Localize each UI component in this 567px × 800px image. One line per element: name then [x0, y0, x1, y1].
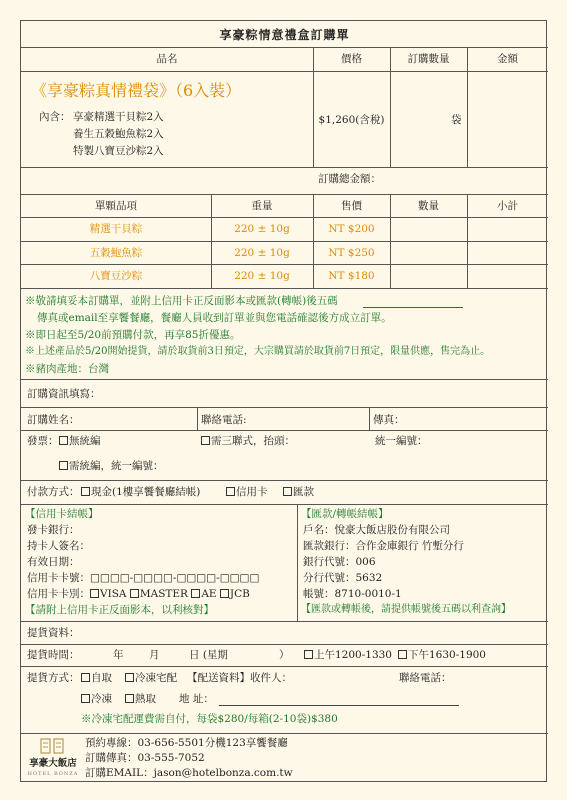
pickup-hot-label: 熱取: [135, 693, 156, 705]
fax-label[interactable]: 傳真：: [373, 414, 405, 426]
logo-name: 享豪大飯店: [29, 758, 77, 769]
header-amount: 金額: [497, 53, 518, 65]
address-label[interactable]: 地 址：: [179, 693, 214, 705]
logo-emblem-icon: [27, 737, 79, 757]
invoice-option-label: 需三聯式，抬頭：: [211, 435, 295, 447]
pickup-am[interactable]: [304, 649, 392, 662]
single-item-weight: 220 ± 10g: [234, 270, 290, 282]
credit-bank[interactable]: 發卡銀行：: [27, 524, 80, 536]
pickup-frozen-label: 冷凍: [91, 693, 112, 705]
transfer-account-no: 帳號：8710-0010-1: [303, 588, 402, 600]
note-line: ※豬肉產地：台灣: [25, 363, 109, 375]
logo-sub: HOTEL BONZA: [27, 771, 79, 777]
card-type-ae: AE: [201, 588, 217, 600]
footer-fax: 訂購傳真：03-555-7052: [85, 752, 205, 764]
address-line[interactable]: [219, 705, 459, 706]
checkbox[interactable]: [81, 694, 90, 703]
single-header-weight: 重量: [251, 200, 273, 212]
checkbox[interactable]: [125, 694, 134, 703]
note-line: ※敬請填妥本訂購單，並附上信用卡正反面影本或匯款(轉帳)後五碼: [25, 295, 338, 307]
single-item-price: NT $180: [328, 270, 375, 282]
single-item-name: 五穀鮑魚粽: [89, 247, 143, 259]
invoice-option-label: 需統編，統一編號：: [69, 460, 164, 472]
header-price: 價格: [341, 53, 362, 65]
checkbox[interactable]: [304, 650, 313, 659]
pickup-pm[interactable]: [398, 649, 486, 662]
pickup-self-label: 自取: [91, 672, 112, 684]
pay-option-label: 信用卡: [236, 486, 268, 498]
single-header-item: 單顆品項: [95, 200, 137, 212]
transfer-branch-code: 分行代號：5632: [303, 572, 383, 584]
pickup-cold-label: 冷凍宅配: [135, 672, 177, 684]
transfer-account-name: 戶名：悅豪大飯店股份有限公司: [303, 524, 450, 536]
shipping-note: ※冷凍宅配運費需自付，每袋$280/每箱(2-10袋)$380: [81, 713, 338, 725]
checkbox[interactable]: [283, 487, 292, 496]
card-type-master: MASTER: [139, 588, 188, 600]
checkbox[interactable]: [59, 436, 68, 445]
header-qty: 訂購數量: [407, 53, 450, 65]
single-item-weight: 220 ± 10g: [234, 223, 290, 235]
note-line: ※即日起至5/20前預購付款，再享85折優惠。: [25, 329, 241, 341]
pickup-hot[interactable]: [125, 693, 156, 706]
product-price: $1,260(含稅): [318, 114, 385, 126]
payment-label: 付款方式：: [27, 486, 80, 498]
transfer-title: 【匯款/轉帳結帳】: [301, 508, 389, 520]
footer-email[interactable]: 訂購EMAIL：jason@hotelbonza.com.tw: [85, 767, 293, 779]
pickup-info-label: 提貨資料：: [27, 627, 80, 639]
card-type-jcb: JCB: [229, 588, 250, 600]
footer-reserve: 預約專線：03-656-5501分機123享饗餐廳: [85, 737, 288, 749]
form-title: 享豪粽情意禮盒訂購單: [219, 28, 350, 42]
checkbox[interactable]: [226, 487, 235, 496]
delivery-label[interactable]: 【配送資料】收件人：: [187, 672, 292, 684]
credit-holder[interactable]: 持卡人簽名：: [27, 540, 90, 552]
credit-title: 【信用卡結帳】: [25, 508, 99, 520]
order-form: [20, 20, 547, 782]
credit-number-label: 信用卡卡號：: [27, 572, 90, 584]
transfer-bank: 匯款銀行：合作金庫銀行 竹塹分行: [303, 540, 464, 552]
transfer-bank-code: 銀行代號：006: [303, 556, 376, 568]
credit-note: 【請附上信用卡正反面影本，以利核對】: [25, 604, 214, 616]
tax-id-label[interactable]: 統一編號：: [375, 435, 428, 447]
checkbox[interactable]: [191, 589, 200, 598]
product-unit: 袋: [451, 114, 462, 126]
pickup-method-label: 提貨方式：: [27, 672, 80, 684]
header-name: 品名: [156, 53, 178, 65]
single-item-price: NT $200: [328, 223, 375, 235]
product-name: 《享豪粽真情禮袋》（6入裝）: [31, 81, 242, 100]
single-header-price: 售價: [341, 200, 362, 212]
invoice-option-label: 無統編: [69, 435, 101, 447]
pickup-pm-label: 下午1630-1900: [408, 649, 486, 661]
note-line: 傳真或email至享饗餐廳，餐廳人員收到訂單並與您電話確認後方成立訂單。: [37, 312, 392, 324]
order-name-label[interactable]: 訂購姓名：: [27, 414, 80, 426]
invoice-option-taxid[interactable]: [59, 460, 164, 473]
pay-option-transfer[interactable]: [283, 486, 314, 499]
hotel-logo: [27, 737, 79, 781]
pickup-time-label: 提貨時間：: [27, 649, 80, 661]
checkbox[interactable]: [59, 461, 68, 470]
credit-type: [27, 588, 250, 601]
contents-item: 享豪精選干貝粽2入: [73, 111, 164, 123]
single-item-weight: 220 ± 10g: [234, 247, 290, 259]
single-header-subtotal: 小計: [497, 200, 518, 212]
order-info-label: 訂購資訊填寫：: [27, 388, 101, 400]
card-type-visa: VISA: [100, 588, 127, 600]
note-line: ※上述產品於5/20開始提貨，請於取貨前3日預定，大宗購買請於取貨前7日預定，限量供應，售完為止。: [25, 346, 491, 357]
phone-label[interactable]: 聯絡電話:: [201, 414, 247, 426]
pay-option-credit[interactable]: [226, 486, 268, 499]
credit-number-boxes[interactable]: □□□□-□□□□-□□□□-□□□□: [90, 572, 260, 584]
pay-option-label: 現金(1樓享饗餐廳結帳): [91, 486, 201, 498]
checkbox[interactable]: [220, 589, 229, 598]
checkbox[interactable]: [201, 436, 210, 445]
credit-number[interactable]: [27, 572, 259, 585]
pickup-frozen[interactable]: [81, 693, 112, 706]
invoice-option-triplicate[interactable]: [201, 435, 295, 448]
pickup-am-label: 上午1200-1330: [314, 649, 392, 661]
delivery-phone[interactable]: 聯絡電話：: [399, 672, 452, 684]
contents-label: 內含：: [39, 111, 71, 123]
checkbox[interactable]: [81, 487, 90, 496]
contents-item: 特製八寶豆沙粽2入: [73, 145, 164, 157]
pickup-close-paren: ）: [279, 649, 290, 661]
pickup-year[interactable]: 年: [113, 649, 124, 661]
pickup-day[interactable]: 日 (星期: [189, 649, 228, 661]
pay-option-cash[interactable]: [81, 486, 200, 499]
pickup-cold-delivery[interactable]: [125, 672, 177, 685]
single-item-price: NT $250: [328, 247, 375, 259]
transfer-note: 【匯款或轉帳後，請提供帳號後五碼以利查詢】: [301, 604, 511, 615]
single-item-name: 精選干貝粽: [89, 223, 143, 235]
checkbox[interactable]: [90, 589, 99, 598]
checkbox[interactable]: [398, 650, 407, 659]
single-item-name: 八寶豆沙粽: [89, 270, 143, 282]
checkbox[interactable]: [125, 673, 134, 682]
checkbox[interactable]: [81, 673, 90, 682]
total-label: 訂購總金額：: [318, 173, 381, 185]
checkbox[interactable]: [130, 589, 139, 598]
invoice-option-none[interactable]: [59, 435, 101, 448]
invoice-label: 發票：: [27, 435, 59, 447]
pickup-month[interactable]: 月: [149, 649, 160, 661]
credit-expiry[interactable]: 有效日期：: [27, 556, 80, 568]
single-header-qty: 數量: [418, 200, 439, 212]
contents-item: 養生五穀鮑魚粽2入: [73, 128, 164, 140]
pickup-self[interactable]: [81, 672, 112, 685]
credit-type-label: 信用卡卡別：: [27, 588, 90, 600]
pay-option-label: 匯款: [293, 486, 314, 498]
